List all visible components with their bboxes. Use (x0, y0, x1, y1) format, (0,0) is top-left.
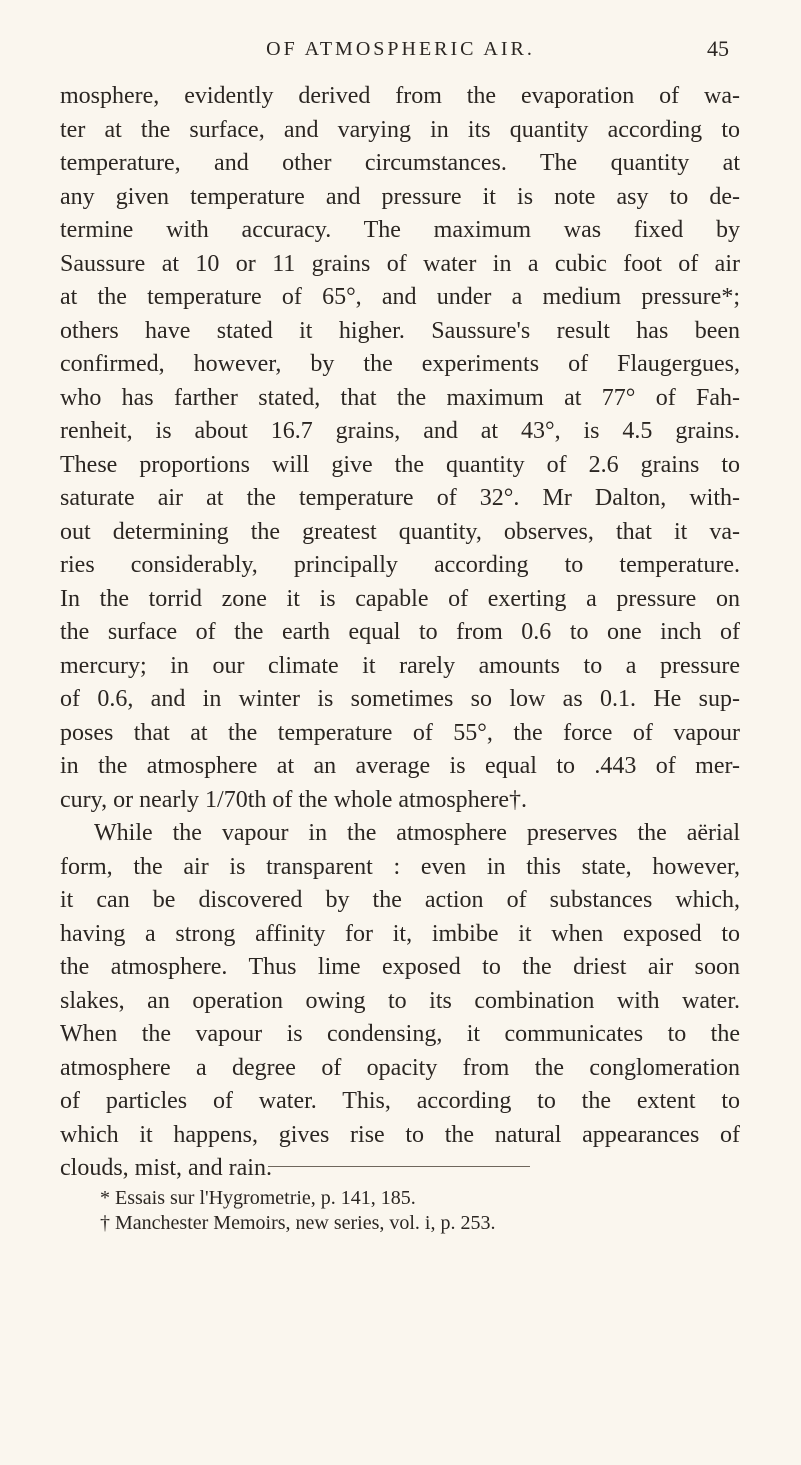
text-line: having a strong affinity for it, imbibe it when exposed to (60, 920, 740, 947)
running-head: OF ATMOSPHERIC AIR. (266, 38, 535, 60)
text-line: form, the air is transparent : even in this state, however, (60, 853, 740, 880)
text-line: any given temperature and pressure it is note asy to de- (60, 183, 740, 210)
text-line: which it happens, gives rise to the natural appearances of (60, 1121, 740, 1148)
text-line: slakes, an operation owing to its combination with water. (60, 987, 740, 1014)
text-line: who has farther stated, that the maximum at 77° of Fah- (60, 384, 740, 411)
body-text (60, 80, 740, 1186)
paragraph-start-line: While the vapour in the atmosphere preserves the aërial (94, 820, 740, 846)
text-line: cury, or nearly 1/70th of the whole atmosphere†. (60, 786, 527, 813)
text-line: at the temperature of 65°, and under a medium pressure*; (60, 284, 740, 310)
text-line: in the atmosphere at an average is equal to .443 of mer- (60, 753, 740, 779)
text-line: out determining the greatest quantity, observes, that it va- (60, 518, 740, 545)
text-line: mosphere, evidently derived from the evaporation of wa- (60, 83, 740, 109)
text-line: others have stated it higher. Saussure's result has been (60, 317, 740, 344)
text-line: of particles of water. This, according to the extent to (60, 1088, 740, 1114)
text-line: of 0.6, and in winter is sometimes so low as 0.1. He sup- (60, 686, 740, 712)
footnote-divider (268, 1166, 530, 1167)
text-line: ter at the surface, and varying in its quantity according to (60, 116, 740, 143)
footnotes (100, 1186, 740, 1236)
text-line: clouds, mist, and rain. (60, 1155, 272, 1181)
text-line: poses that at the temperature of 55°, the force of vapour (60, 719, 740, 746)
text-line: In the torrid zone it is capable of exerting a pressure on (60, 585, 740, 612)
text-line: These proportions will give the quantity of 2.6 grains to (60, 451, 740, 478)
page-header (60, 34, 741, 70)
text-line: termine with accuracy. The maximum was fixed by (60, 217, 740, 243)
text-line: the surface of the earth equal to from 0.6 to one inch of (60, 619, 740, 645)
text-line: Saussure at 10 or 11 grains of water in a cubic foot of air (60, 250, 740, 277)
text-line: atmosphere a degree of opacity from the conglomeration (60, 1054, 740, 1081)
text-line: confirmed, however, by the experiments of Flaugergues, (60, 351, 740, 377)
text-line: When the vapour is condensing, it communicates to the (60, 1021, 740, 1047)
text-line: renheit, is about 16.7 grains, and at 43°, is 4.5 grains. (60, 418, 740, 444)
footnote-asterisk: * Essais sur l'Hygrometrie, p. 141, 185. (100, 1187, 416, 1209)
footnote-dagger: † Manchester Memoirs, new series, vol. i, p. 253. (100, 1212, 496, 1234)
page-number: 45 (707, 36, 729, 61)
text-line: saturate air at the temperature of 32°. Mr Dalton, with- (60, 485, 740, 511)
text-line: temperature, and other circumstances. The quantity at (60, 150, 740, 176)
text-line: the atmosphere. Thus lime exposed to the driest air soon (60, 954, 740, 980)
text-line: ries considerably, principally according to temperature. (60, 552, 740, 578)
text-line: mercury; in our climate it rarely amounts to a pressure (60, 652, 740, 679)
text-line: it can be discovered by the action of substances which, (60, 887, 740, 913)
